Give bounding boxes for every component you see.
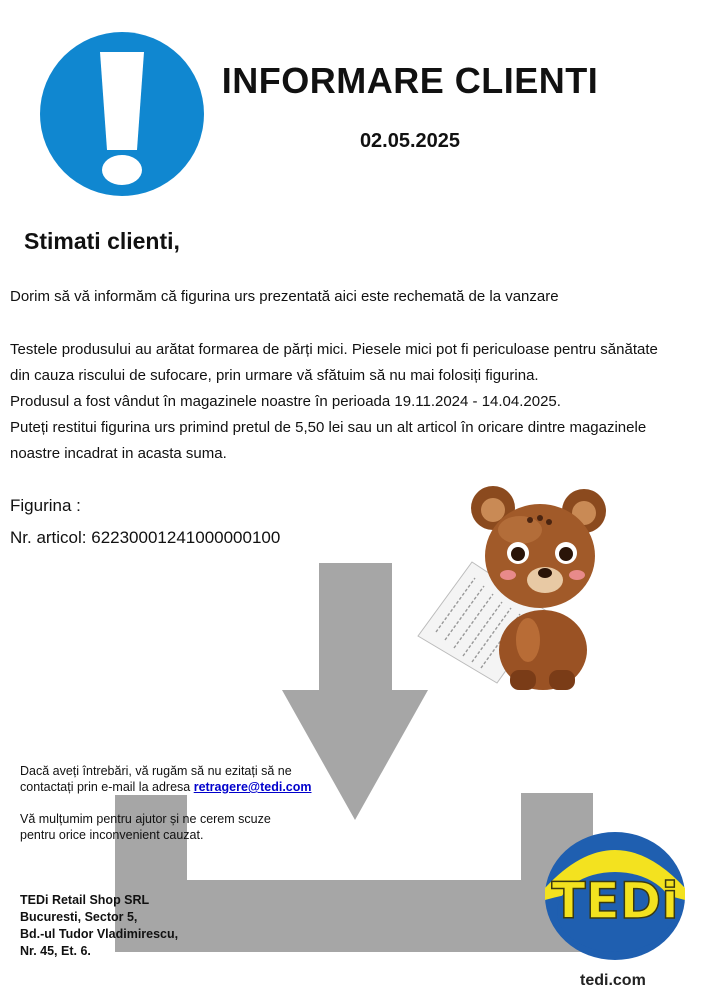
page-title: INFORMARE CLIENTI — [221, 60, 599, 101]
greeting: Stimati clienti, — [24, 228, 180, 254]
bear-figurine-image — [418, 486, 606, 690]
email-link[interactable]: retragere@tedi.com — [193, 780, 312, 794]
contact-prefix: contactați prin e-mail la adresa — [20, 780, 194, 794]
thanks-line: pentru orice inconvenient cauzat. — [20, 828, 204, 842]
details-line: noastre incadrat in acasta suma. — [10, 445, 227, 462]
company-city: Bucuresti, Sector 5, — [20, 910, 138, 924]
company-address — [20, 892, 178, 960]
figure-label: Figurina : — [10, 496, 81, 515]
company-street: Bd.-ul Tudor Vladimirescu, — [20, 927, 179, 941]
contact-line — [20, 779, 340, 795]
tedi-website: tedi.com — [580, 972, 646, 989]
thanks-line: Vă mulțumim pentru ajutor și ne cerem scuze — [20, 812, 271, 826]
tedi-logo-text: TEDi — [551, 872, 679, 930]
tedi-logo — [545, 832, 685, 960]
details-line: din cauza riscului de sufocare, prin urmare vă sfătuim să nu mai folosiți figurina. — [10, 367, 539, 384]
details-line: Produsul a fost vândut în magazinele noastre în perioada 19.11.2024 - 14.04.2025. — [10, 393, 561, 410]
contact-question — [20, 763, 340, 795]
contact-line: Dacă aveți întrebări, vă rugăm să nu ezitați să ne — [20, 764, 292, 778]
intro-paragraph: Dorim să vă informăm că figurina urs prezentată aici este rechemată de la vanzare — [10, 288, 559, 305]
company-name: TEDi Retail Shop SRL — [20, 893, 150, 907]
company-number: Nr. 45, Et. 6. — [20, 944, 91, 958]
article-number: Nr. articol: 62230001241000000100 — [10, 528, 281, 547]
details-line: Testele produsului au arătat formarea de părți mici. Piesele mici pot fi periculoase pentru sănătate — [10, 341, 658, 358]
notice-date: 02.05.2025 — [359, 130, 461, 152]
details-line: Puteți restitui figurina urs primind pretul de 5,50 lei sau un alt articol în oricare dintre magazinele — [10, 419, 647, 436]
thanks-note — [20, 811, 340, 843]
